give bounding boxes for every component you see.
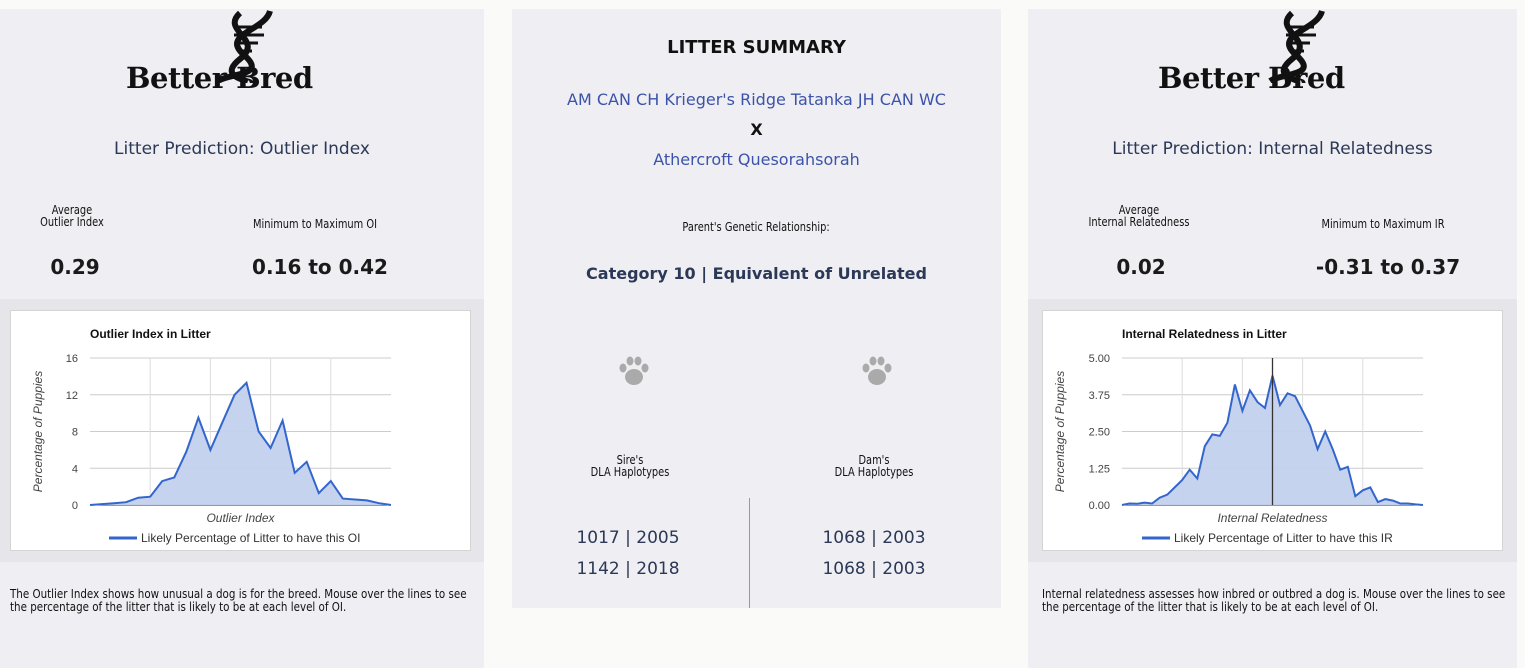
legend-label: Likely Percentage of Litter to have this OI (141, 531, 361, 545)
y-tick-label: 3.75 (1088, 389, 1110, 402)
panel-title: Litter Prediction: Outlier Index (114, 139, 370, 159)
y-tick-label: 0 (71, 500, 78, 512)
relatedness-chart-svg (1043, 311, 1502, 550)
legend-label: Likely Percentage of Litter to have this IR (1174, 531, 1393, 545)
panel-title: Litter Prediction: Internal Relatedness (1112, 139, 1433, 159)
chart-title: Outlier Index in Litter (90, 327, 211, 341)
avg-label: Average Outlier Index (40, 203, 104, 229)
dam-hap-label: Dam's DLA Haplotypes (834, 453, 914, 479)
cross-symbol: X (750, 120, 763, 139)
brand-logo: Better Bred (1158, 61, 1345, 95)
summary-title: LITTER SUMMARY (667, 37, 846, 58)
caption: The Outlier Index shows how unusual a dog is for the breed. Mouse over the lines to see the percentage of the litter that is likely to be at each level of OI. (10, 587, 467, 614)
caption: Internal relatedness assesses how inbred or outbred a dog is. Mouse over the lines to see the percentage of the litter that is likely to be at each level of OI. (1042, 587, 1506, 614)
y-tick-label: 12 (65, 389, 78, 402)
haplotype-divider (749, 498, 750, 608)
outlier-index-panel (0, 9, 484, 668)
y-axis-label: Percentage of Puppies (1053, 370, 1067, 493)
relationship-label: Parent's Genetic Relationship: (682, 220, 830, 234)
range-label: Minimum to Maximum IR (1321, 217, 1445, 231)
outlier-chart-svg (11, 311, 470, 550)
sire-haplotype-2: 1142 | 2018 (576, 559, 680, 579)
range-value: 0.16 to 0.42 (252, 255, 388, 279)
avg-value: 0.29 (50, 255, 100, 279)
outlier-chart[interactable] (10, 310, 471, 551)
dam-haplotype-2: 1068 | 2003 (822, 559, 926, 579)
chart-title: Internal Relatedness in Litter (1122, 327, 1287, 341)
x-axis-label: Outlier Index (206, 511, 275, 525)
y-tick-label: 0.00 (1088, 500, 1110, 512)
litter-summary-panel (512, 9, 1001, 608)
y-tick-label: 5.00 (1088, 353, 1110, 365)
avg-value: 0.02 (1116, 255, 1166, 279)
y-tick-label: 8 (71, 426, 78, 439)
range-value: -0.31 to 0.37 (1315, 255, 1461, 279)
x-axis-label: Internal Relatedness (1217, 511, 1328, 525)
y-tick-label: 1.25 (1088, 463, 1110, 476)
brand-logo: Better Bred (126, 61, 313, 95)
range-label: Minimum to Maximum OI (253, 217, 377, 231)
sire-name[interactable]: AM CAN CH Krieger's Ridge Tatanka JH CAN WC (567, 90, 946, 109)
series-area (90, 383, 391, 505)
relationship-value: Category 10 | Equivalent of Unrelated (586, 264, 927, 283)
dam-haplotype-1: 1068 | 2003 (822, 528, 926, 548)
y-tick-label: 2.50 (1088, 426, 1110, 439)
sire-haplotype-1: 1017 | 2005 (576, 528, 680, 548)
dam-paw-icon (860, 354, 894, 388)
relatedness-chart[interactable] (1042, 310, 1503, 551)
avg-label: Average Internal Relatedness (1088, 203, 1190, 229)
y-tick-label: 4 (71, 463, 78, 476)
sire-hap-label: Sire's DLA Haplotypes (590, 453, 670, 479)
dam-name[interactable]: Athercroft Quesorahsorah (653, 150, 860, 169)
internal-relatedness-panel (1028, 9, 1517, 668)
y-axis-label: Percentage of Puppies (31, 370, 45, 493)
sire-paw-icon (617, 354, 651, 388)
y-tick-label: 16 (65, 353, 78, 365)
